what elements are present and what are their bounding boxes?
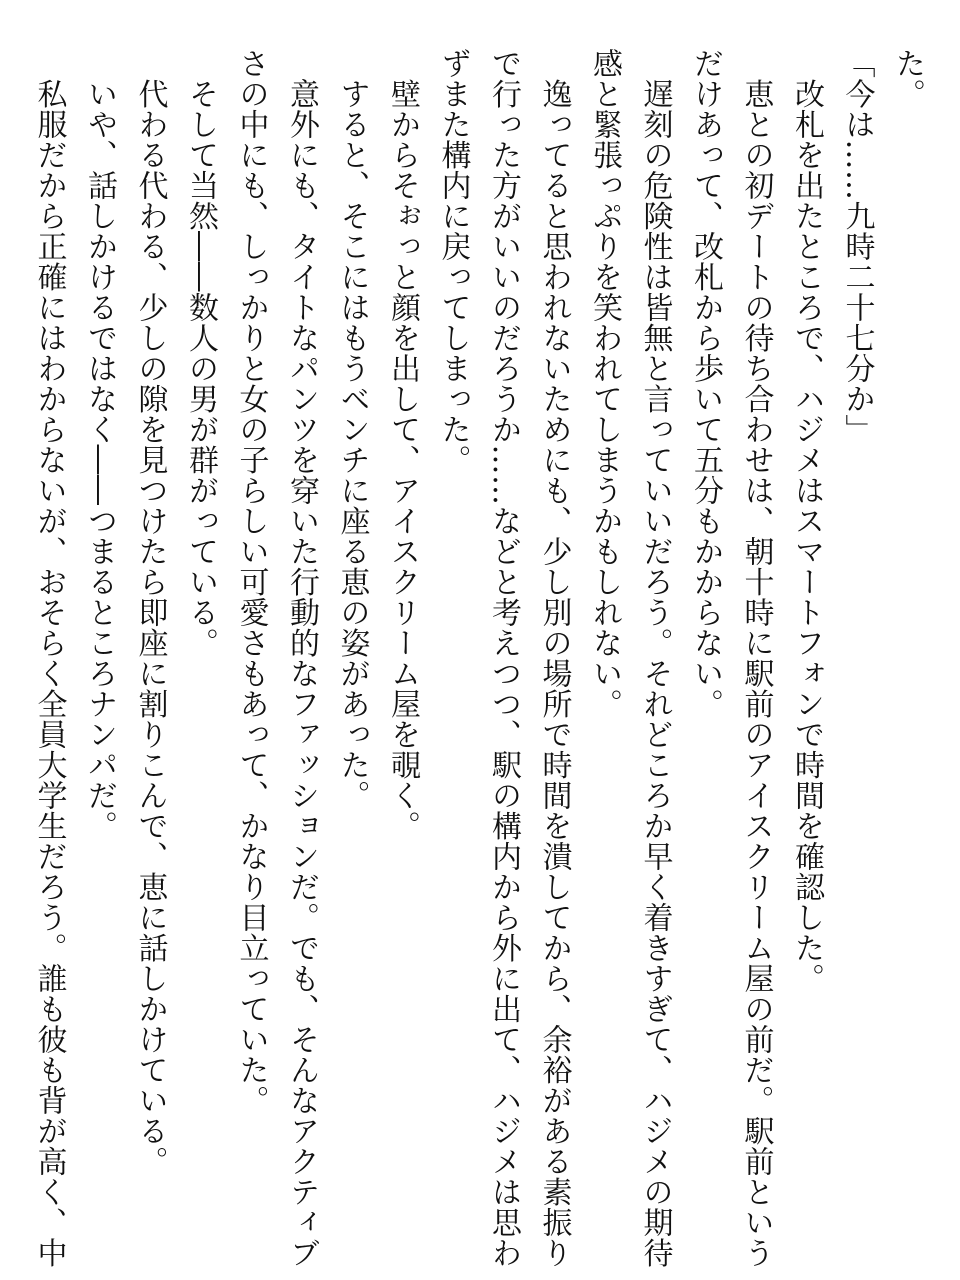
text-line: 意外にも、タイトなパンツを穿いた行動的なファッションだ。でも、そんなアクティブ	[284, 48, 319, 1268]
text-line: そして当然――数人の男が群がっている。	[183, 48, 218, 658]
text-line: いや、話しかけるではなく――つまるところナンパだ。	[82, 48, 117, 841]
text-line: 遅刻の危険性は皆無と言っていいだろう。それどころか早く着きすぎて、ハジメの期待	[637, 48, 673, 1268]
text-line: 恵との初デートの待ち合わせは、朝十時に駅前のアイスクリーム屋の前だ。駅前という	[738, 48, 774, 1268]
text-line: 代わる代わる、少しの隙を見つけたら即座に割りこんで、恵に話しかけている。	[132, 48, 168, 1177]
text-line: だけあって、改札から歩いて五分もかからない。	[688, 48, 723, 719]
vertical-text-body	[23, 48, 932, 1268]
text-line: 「今は……九時二十七分か」	[839, 48, 875, 445]
text-line: 感と緊張っぷりを笑われてしまうかもしれない。	[587, 48, 622, 719]
text-line: で行った方がいいのだろうか……などと考えつつ、駅の構内から外に出て、ハジメは思わ	[486, 48, 521, 1268]
text-line: さの中にも、しっかりと女の子らしい可愛さもあって、かなり目立っていた。	[233, 48, 269, 1116]
text-line: 逸ってると思われないためにも、少し別の場所で時間を潰してから、余裕がある素振り	[536, 48, 572, 1268]
text-line: 壁からそぉっと顔を出して、アイスクリーム屋を覗く。	[385, 48, 420, 841]
text-line: すると、そこにはもうベンチに座る恵の姿があった。	[334, 48, 370, 811]
text-line: ずまた構内に戻ってしまった。	[435, 48, 471, 475]
text-line: 私服だから正確にはわからないが、おそらく全員大学生だろう。誰も彼も背が高く、中	[31, 48, 67, 1268]
text-line: 改札を出たところで、ハジメはスマートフォンで時間を確認した。	[789, 48, 824, 994]
text-line: た。	[890, 48, 925, 109]
